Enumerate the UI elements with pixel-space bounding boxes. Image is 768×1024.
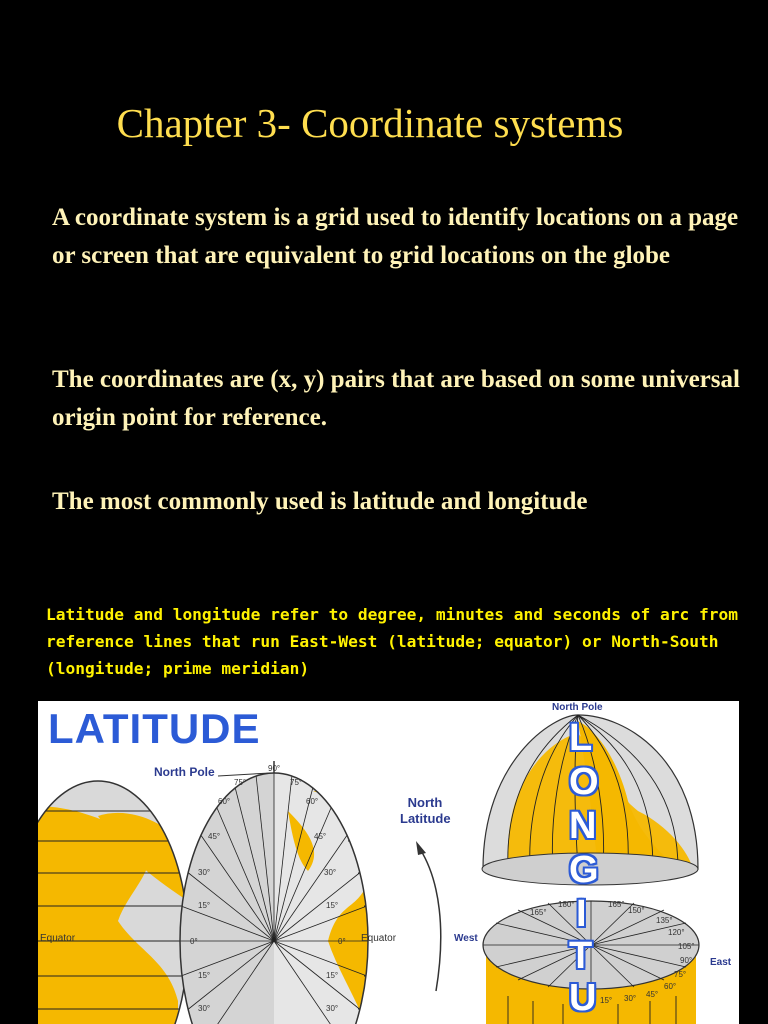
svg-text:60°: 60° — [306, 797, 319, 806]
svg-text:60°: 60° — [218, 797, 231, 806]
svg-text:45°: 45° — [208, 832, 221, 841]
longitude-letter-u: U — [569, 977, 597, 1019]
svg-text:15°: 15° — [198, 971, 211, 980]
paragraph-definition: A coordinate system is a grid used to identify locations on a page or screen that are equivalent to grid locations on the globe — [52, 204, 739, 269]
longitude-letter-t: T — [569, 935, 593, 977]
svg-text:30°: 30° — [326, 1004, 339, 1013]
figure-caption: Latitude and longitude refer to degree, minutes and seconds of arc from reference lines that run East-West (latitude; equator) or North-South (longitude; prime meridian) — [46, 605, 738, 678]
east-label: East — [710, 957, 732, 968]
north-pole-label: North Pole — [154, 765, 215, 779]
svg-text:30°: 30° — [198, 1004, 211, 1013]
svg-text:30°: 30° — [198, 868, 211, 877]
svg-text:105°: 105° — [678, 942, 695, 951]
svg-text:165°: 165° — [608, 900, 625, 909]
longitude-letter-o: O — [569, 761, 599, 803]
lat-long-figure — [38, 701, 739, 1024]
svg-text:0°: 0° — [190, 937, 198, 946]
svg-text:60°: 60° — [664, 982, 677, 991]
svg-text:15°: 15° — [326, 901, 339, 910]
svg-text:150°: 150° — [628, 906, 645, 915]
svg-text:135°: 135° — [656, 916, 673, 925]
middle-globe — [168, 761, 388, 1024]
north-latitude-label: North Latitude — [400, 795, 451, 826]
longitude-letter-g: G — [569, 849, 599, 891]
svg-text:30°: 30° — [624, 994, 637, 1003]
svg-text:0°: 0° — [338, 937, 346, 946]
equator-label-left: Equator — [40, 933, 76, 944]
svg-text:45°: 45° — [646, 990, 659, 999]
svg-text:90°: 90° — [680, 956, 693, 965]
longitude-letter-l: L — [569, 717, 593, 759]
longitude-letter-n: N — [569, 805, 597, 847]
west-label: West — [454, 933, 478, 944]
svg-text:15°: 15° — [600, 996, 613, 1005]
latitude-heading: LATITUDE — [48, 705, 261, 752]
left-globe — [38, 771, 198, 1024]
north-pole-label-2: North Pole — [552, 702, 603, 713]
svg-text:45°: 45° — [314, 832, 327, 841]
equator-label-mid: Equator — [361, 933, 397, 944]
svg-text:75°: 75° — [234, 778, 247, 787]
paragraph-coordinates: The coordinates are (x, y) pairs that are based on some universal origin point for reference. — [52, 366, 740, 431]
svg-text:120°: 120° — [668, 928, 685, 937]
svg-text:165°: 165° — [530, 908, 547, 917]
slide-title: Chapter 3- Coordinate systems — [116, 100, 624, 146]
svg-text:90°: 90° — [268, 764, 281, 773]
svg-text:75°: 75° — [290, 778, 303, 787]
svg-text:180°: 180° — [558, 900, 575, 909]
svg-text:15°: 15° — [198, 901, 211, 910]
svg-text:30°: 30° — [324, 868, 337, 877]
longitude-letter-i: I — [576, 893, 587, 935]
svg-text:75°: 75° — [674, 970, 687, 979]
svg-text:15°: 15° — [326, 971, 339, 980]
paragraph-common: The most commonly used is latitude and longitude — [52, 488, 588, 515]
